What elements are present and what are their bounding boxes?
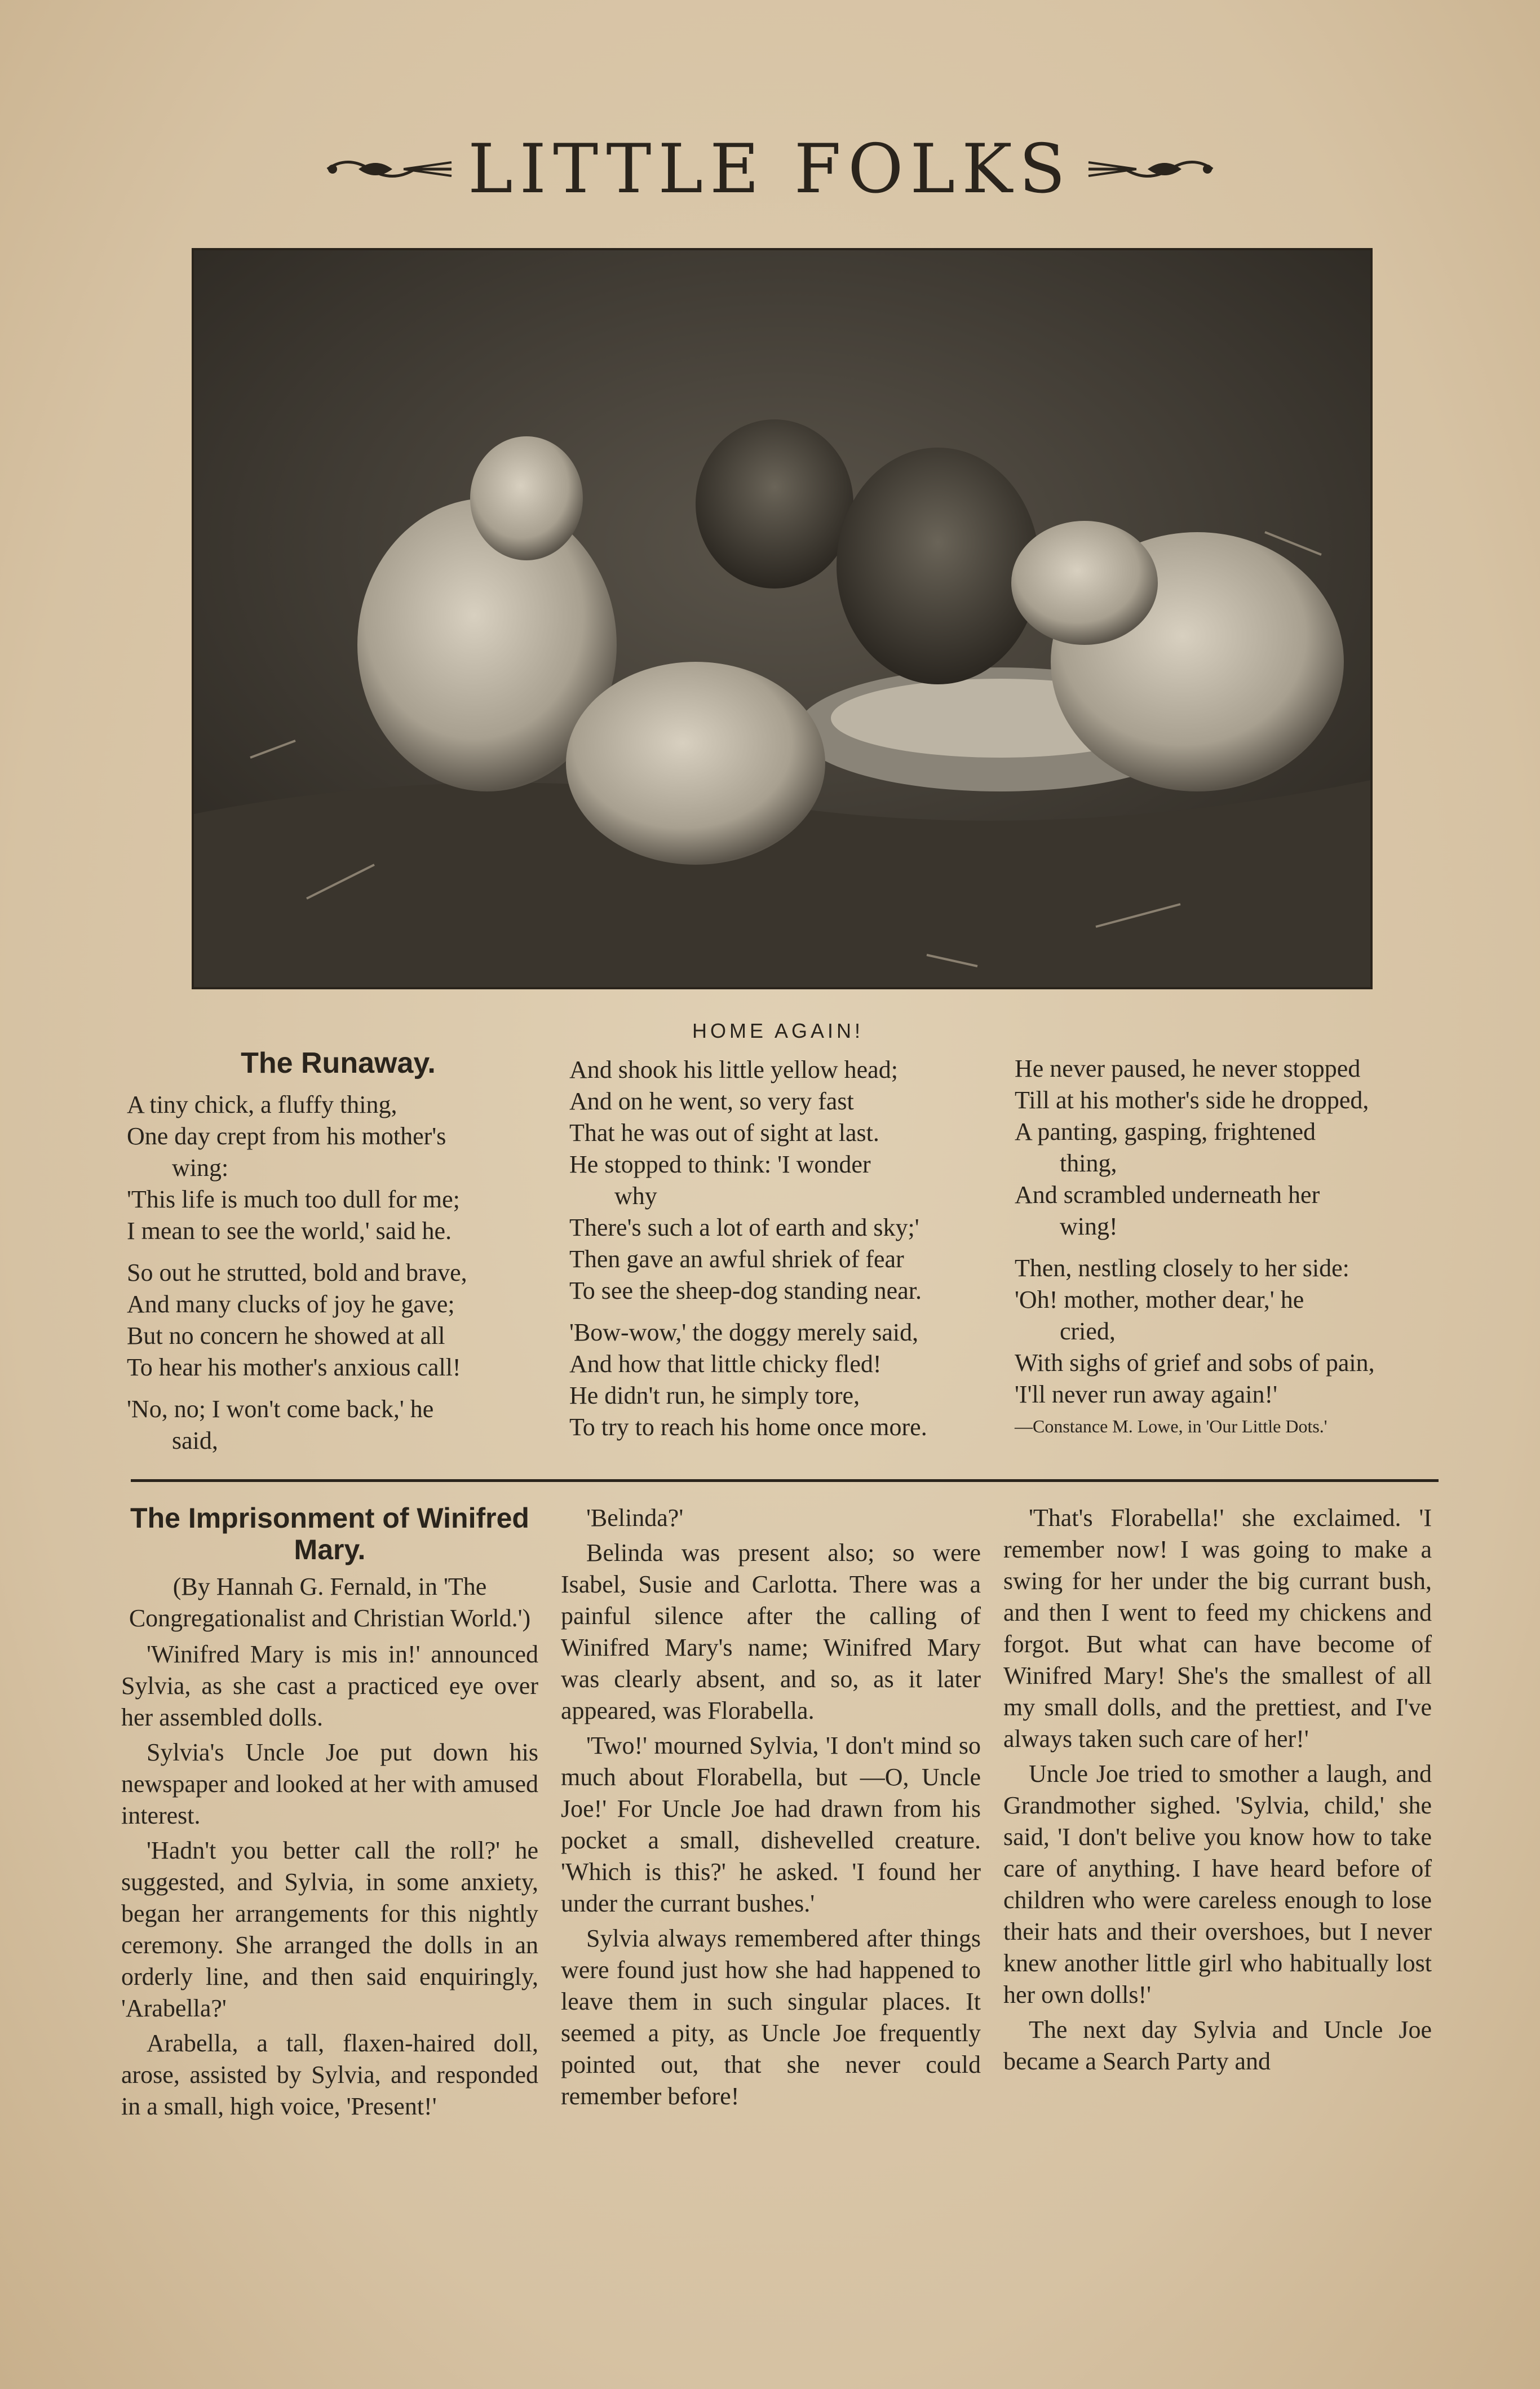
chicks-engraving-image — [194, 250, 1370, 987]
poem-title: The Runaway. — [241, 1047, 436, 1080]
poem-line: To see the sheep-dog standing near. — [569, 1277, 922, 1304]
poem-line: Then, nestling closely to her side: — [1015, 1254, 1349, 1282]
poem-line: To hear his mother's anxious call! — [127, 1353, 461, 1381]
story-paragraph: 'Winifred Mary is mis in!' announced Sylvia, as she cast a practiced eye over her assembled dolls. — [121, 1640, 538, 1731]
poem-line: wing! — [1060, 1213, 1118, 1240]
story-paragraph: 'That's Florabella!' she exclaimed. 'I remember now! I was going to make a swing for her under the big currant bush, and then I went to feed my chickens and forgot. But what can have become of Winifred Mary! She's the smallest of all my small dolls, and the prettiest, and I've always taken such care of her!' — [1003, 1504, 1432, 1753]
poem-line: why — [614, 1182, 657, 1210]
masthead-title: LITTLE FOLKS — [467, 130, 1072, 209]
poem-line: I mean to see the world,' said he. — [127, 1217, 452, 1245]
poem-line: 'Oh! mother, mother dear,' he — [1015, 1286, 1304, 1313]
poem-line: But no concern he showed at all — [127, 1322, 445, 1350]
chicks-illustration — [192, 248, 1373, 989]
poem-line: A tiny chick, a fluffy thing, — [127, 1091, 397, 1118]
story-paragraph: Arabella, a tall, flaxen-haired doll, arose, assisted by Sylvia, and responded in a small, high voice, 'Present!' — [121, 2029, 538, 2120]
section-divider-rule — [131, 1479, 1439, 1482]
story-column-2 — [561, 1502, 981, 2116]
illustration-caption: HOME AGAIN! — [692, 1019, 864, 1042]
poem-line: That he was out of sight at last. — [569, 1119, 879, 1147]
poem-line: said, — [172, 1427, 218, 1454]
poem-line: And how that little chicky fled! — [569, 1350, 882, 1378]
poem-line: 'Bow-wow,' the doggy merely said, — [569, 1319, 919, 1346]
story-title: The Imprisonment of Winifred Mary. — [130, 1502, 529, 1565]
story-column-3 — [1003, 1502, 1432, 2081]
poem-line: And many clucks of joy he gave; — [127, 1290, 455, 1318]
story-byline: (By Hannah G. Fernald, in 'The Congregationalist and Christian World.') — [129, 1573, 531, 1632]
poem-line: To try to reach his home once more. — [569, 1413, 927, 1441]
story-paragraph: Belinda was present also; so were Isabel, Susie and Carlotta. There was a painful silence after the calling of Winifred Mary's name; Winifred Mary was clearly absent, and so, as it later appeared, was Florabella. — [561, 1539, 981, 1724]
poem-line: So out he strutted, bold and brave, — [127, 1259, 467, 1286]
poem-line: A panting, gasping, frightened — [1015, 1118, 1316, 1145]
poem-attribution: —Constance M. Lowe, in 'Our Little Dots.' — [1015, 1416, 1327, 1436]
poem-line: One day crept from his mother's — [127, 1122, 446, 1150]
poem-line: cried, — [1060, 1317, 1116, 1345]
story-paragraph: Sylvia's Uncle Joe put down his newspaper and looked at her with amused interest. — [121, 1738, 538, 1829]
poem-column-1 — [127, 1047, 550, 1457]
story-paragraph: Sylvia always remembered after things were found just how she had happened to leave them in such singular places. It seemed a pity, as Uncle Joe frequently pointed out, that she never could remember before! — [561, 1925, 981, 2110]
poem-line: And on he went, so very fast — [569, 1087, 854, 1115]
poem-line: And shook his little yellow head; — [569, 1056, 898, 1083]
poem-line: And scrambled underneath her — [1015, 1181, 1320, 1209]
left-flourish-ornament — [325, 152, 454, 186]
poem-line: Then gave an awful shriek of fear — [569, 1245, 904, 1273]
poem-line: With sighs of grief and sobs of pain, — [1015, 1349, 1375, 1377]
poem-line: wing: — [172, 1154, 229, 1182]
story-paragraph: Uncle Joe tried to smother a laugh, and Grandmother sighed. 'Sylvia, child,' she said, 'I don't belive you know how to take care of anything. I have heard before of children who were careless enough to lose their hats and their overshoes, but I never knew another little girl who habitually lost her own dolls!' — [1003, 1760, 1432, 2008]
right-flourish-ornament — [1086, 152, 1215, 186]
poem-line: He never paused, he never stopped — [1015, 1055, 1361, 1082]
poem-line: 'I'll never run away again!' — [1015, 1381, 1278, 1408]
story-paragraph: 'Belinda?' — [586, 1504, 684, 1532]
story-column-1 — [121, 1502, 538, 2126]
poem-line: Till at his mother's side he dropped, — [1015, 1086, 1369, 1114]
story-paragraph: 'Two!' mourned Sylvia, 'I don't mind so much about Florabella, but —O, Uncle Joe!' For Uncle Joe had drawn from his pocket a small, dishevelled creature. 'Which is this?' he asked. 'I found her under the currant bushes.' — [561, 1732, 981, 1917]
poem-column-2 — [569, 1054, 998, 1443]
story-paragraph: 'Hadn't you better call the roll?' he suggested, and Sylvia, in some anxiety, began her arrangements for this nightly ceremony. She arranged the dolls in an orderly line, and then said enquiringly, 'Arabella?' — [121, 1837, 538, 2022]
poem-line: 'This life is much too dull for me; — [127, 1185, 460, 1213]
poem-column-3 — [1015, 1053, 1443, 1442]
poem-line: 'No, no; I won't come back,' he — [127, 1395, 434, 1423]
poem-line: thing, — [1060, 1149, 1117, 1177]
poem-line: He stopped to think: 'I wonder — [569, 1151, 871, 1178]
masthead — [0, 130, 1540, 209]
story-paragraph: The next day Sylvia and Uncle Joe became a Search Party and — [1003, 2016, 1432, 2075]
poem-line: There's such a lot of earth and sky;' — [569, 1214, 919, 1241]
poem-line: He didn't run, he simply tore, — [569, 1382, 860, 1409]
